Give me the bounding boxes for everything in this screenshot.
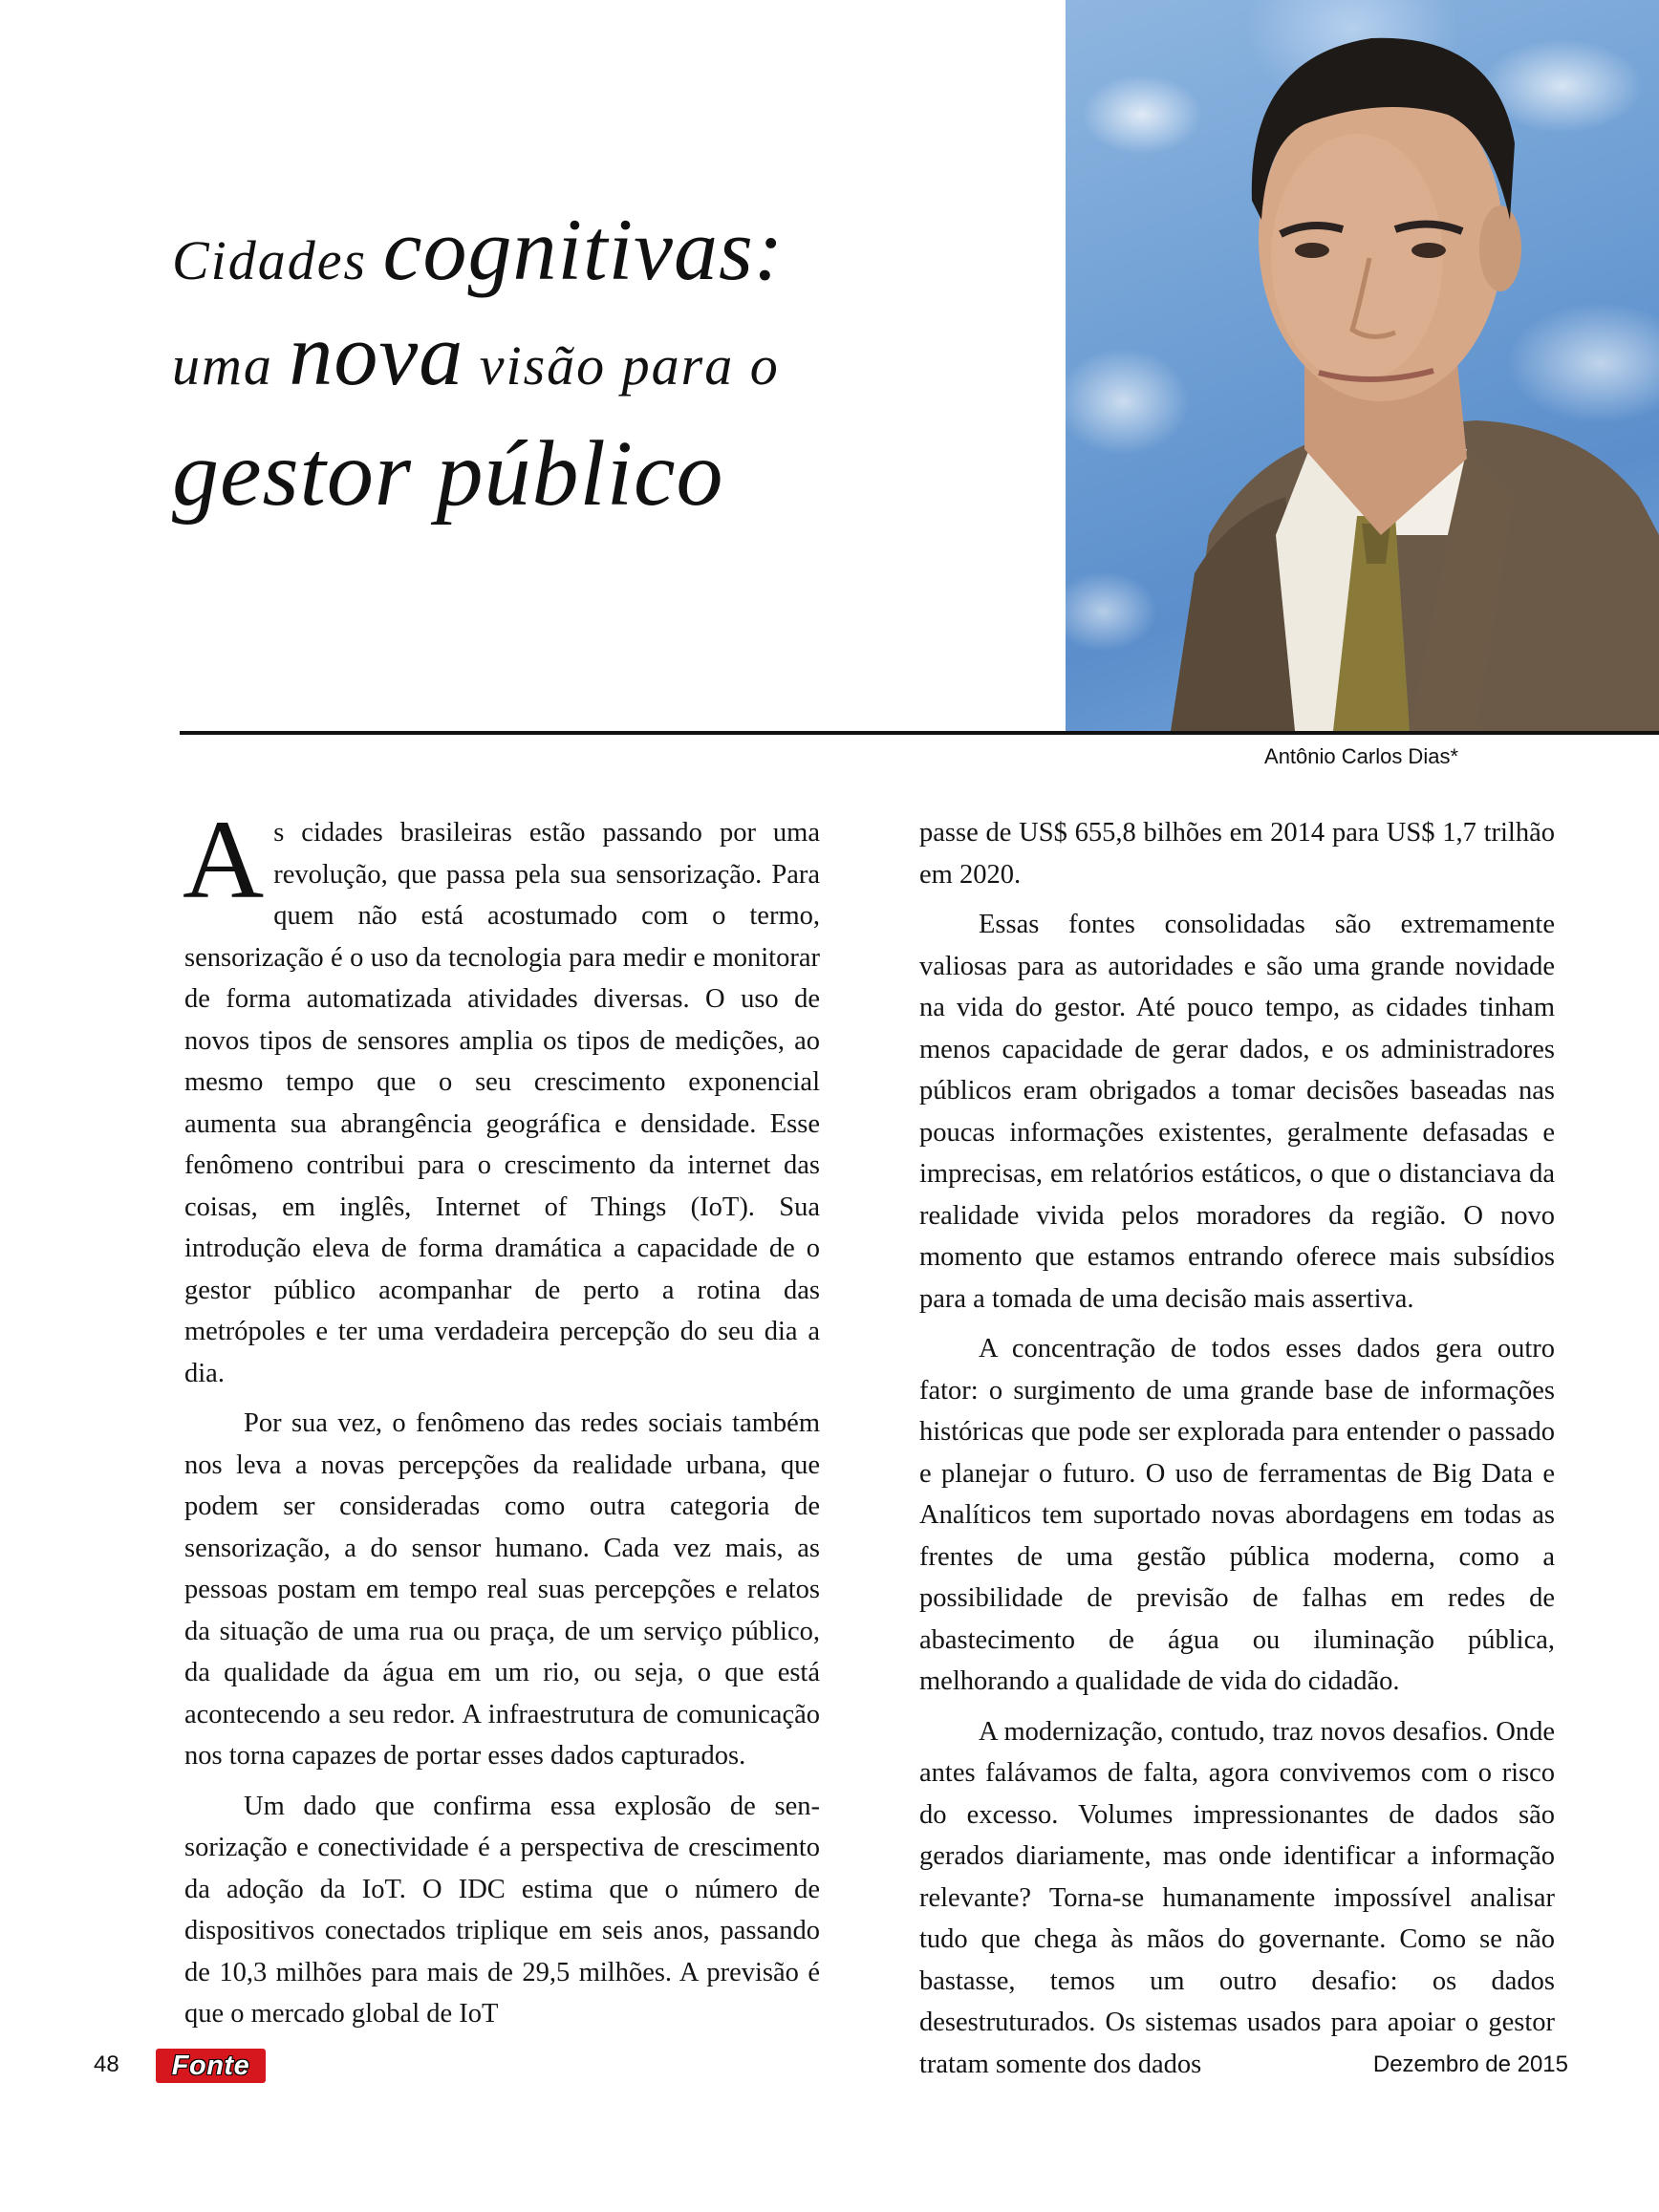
paragraph: Um dado que confirma essa explosão de sensorização e conectividade é a perspectiva de crescimento da adoção da IoT. O IDC estima que o número de dispositivos conectados triplique em seis anos, passando de 10,3 milhões para mais de 29,5 milhões. A previsão é que o mercado global de IoT	[184, 1791, 820, 2029]
issue-date: Dezembro de 2015	[1372, 2051, 1568, 2077]
paragraph: Essas fontes consolidadas são extremamente valiosas para as autoridades e são uma grande novidade na vida do gestor. Até pouco tempo, as cidades tinham menos capacidade de gerar dados, e os administradores públicos eram obrigados a tomar decisões baseadas nas poucas informações existentes, geralmente defasadas e imprecisas, em relatórios estáticos, o que o distanciava da realidade vivida pelos moradores da região. O novo momento que estamos entrando oferece mais subsídios para a tomada de uma decisão mais assertiva.	[919, 910, 1555, 1314]
page-footer	[0, 2051, 1659, 2090]
paragraph	[183, 797, 820, 1394]
author-photo	[1066, 0, 1659, 731]
title-word-uma: uma	[172, 334, 290, 397]
magazine-logo: Fonte	[156, 2049, 266, 2083]
title-word-nova: nova	[289, 306, 464, 403]
paragraph: A modernização, contudo, traz novos desafios. Onde antes falávamos de falta, agora convivemos com o risco do excesso. Volumes impressionantes de dados são gerados diariamente, mas onde identificar a informação relevante? Torna-se humanamente impossível analisar tudo que chega às mãos do governante. Como se não bastasse, temos um outro desafio: os dados desestruturados. Os sistemas usados para apoiar o gestor tratam somente dos dados	[919, 1716, 1555, 2079]
title-word-cognitivas: cognitivas:	[382, 201, 785, 298]
paragraph: A concentração de todos esses dados gera outro fator: o surgimento de uma grande base de informações históricas que pode ser explorada para entender o passado e planejar o futuro. O uso de ferramentas de Big Data e Analíticos tem suportado novas abordagens em todas as frentes de uma gestão pública moderna, como a possibilidade de previsão de falhas em redes de abastecimento de água ou iluminação pública, melhorando a qualidade de vida do cidadão.	[919, 1334, 1555, 1696]
drop-cap: A	[183, 797, 265, 922]
title-words-visao-para-o: visão para o	[463, 334, 780, 397]
paragraph: Por sua vez, o fenômeno das redes sociais também nos leva a novas percepções da realidade urbana, que podem ser consideradas como outra categoria de sensorização, a do sensor humano. Cada vez mais, as pessoas postam em tempo real suas percepções e relatos da situação de uma rua ou praça, de um serviço público, da qualidade da água em um rio, ou seja, o que está acontecendo a seu redor. A infraestrutura de comunicação nos torna capazes de portar esses dados capturados.	[184, 1408, 820, 1771]
author-credit: Antônio Carlos Dias*	[1264, 744, 1458, 768]
title-divider	[180, 731, 1659, 735]
article-column-left	[183, 797, 820, 2044]
title-line-gestor-publico: gestor público	[172, 422, 724, 526]
article-title	[172, 201, 1061, 526]
article-column-right	[919, 812, 1555, 2094]
page-number: 48	[94, 2051, 119, 2077]
title-word-cidades: Cidades	[172, 229, 383, 291]
paragraph-text: s cidades brasileiras estão passando por uma revolução, que passa pela sua sensorização. Para quem não está acostumado com o termo, sensorização é o uso da tecnologia para medir e monitorar de forma automatizada atividades diversas. O uso de novos tipos de sensores amplia os tipos de medições, ao mesmo tempo que o seu crescimento exponencial aumenta sua abrangência geográfica e densidade. Esse fenômeno contribui para o crescimento da internet das coisas, em inglês, Internet of Things (IoT). Sua introdução eleva de forma dramática a capacidade de o gestor público acompanhar de perto a rotina das metrópoles e ter uma verdadeira percepção do seu dia a dia.	[184, 818, 820, 1388]
paragraph: passe de US$ 655,8 bilhões em 2014 para US$ 1,7 trilhão em 2020.	[919, 818, 1555, 890]
author-portrait-illustration	[1066, 0, 1659, 731]
